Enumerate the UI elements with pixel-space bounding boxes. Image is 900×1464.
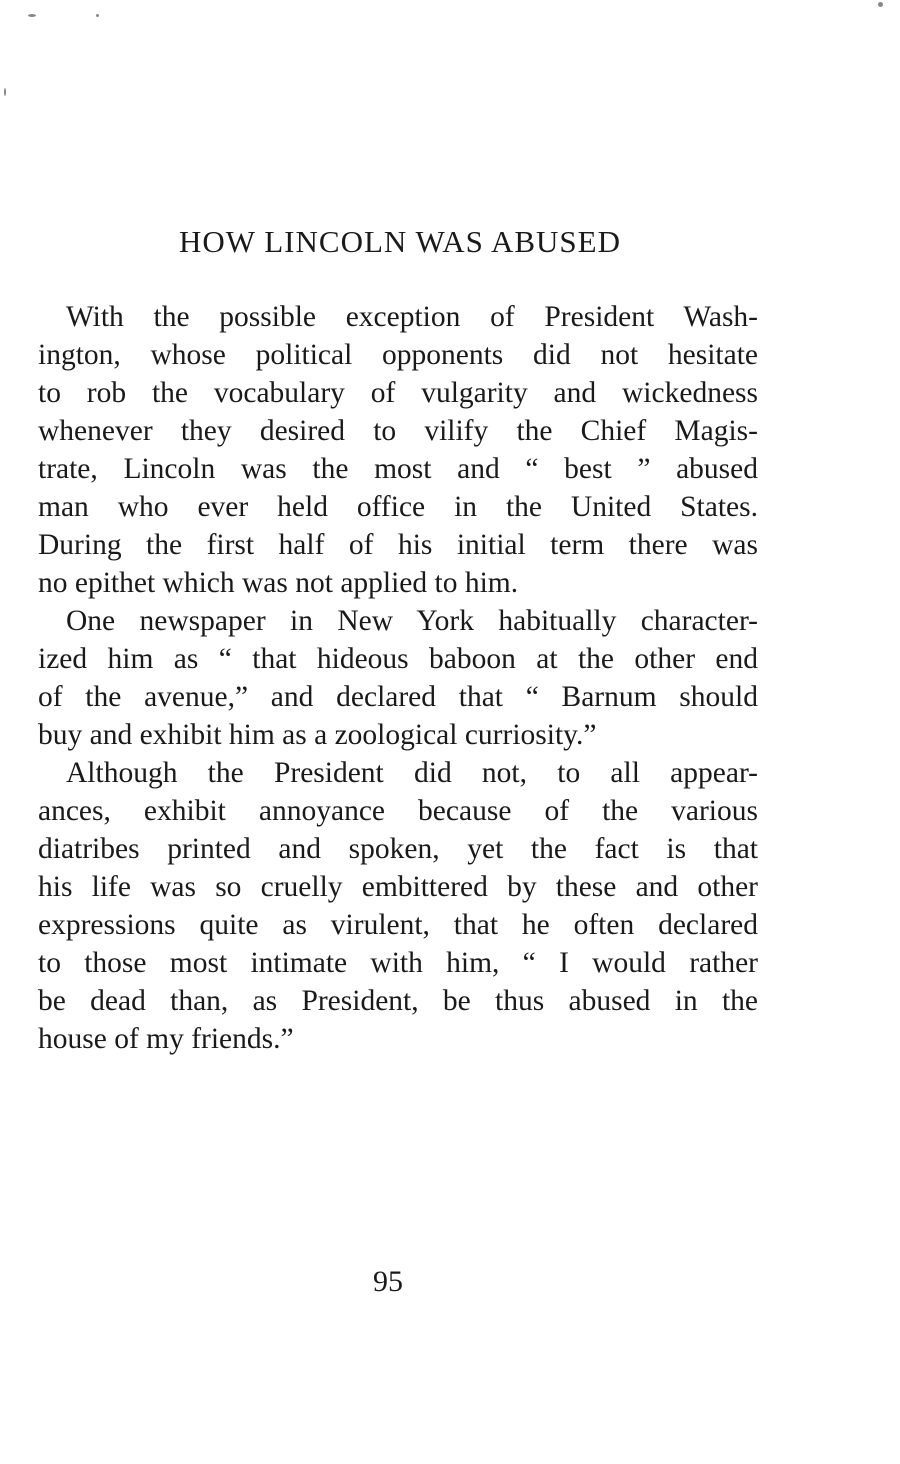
text-line: expressions quite as virulent, that he often declared (38, 909, 758, 941)
text-line: of the avenue,” and declared that “ Barnum should (38, 681, 758, 713)
text-line: no epithet which was not applied to him. (38, 567, 519, 599)
scan-speck (96, 14, 99, 17)
text-line: One newspaper in New York habitually character- (66, 605, 758, 637)
scan-speck (4, 88, 6, 96)
text-line: ized him as “ that hideous baboon at the other end (38, 643, 758, 675)
text-line: to those most intimate with him, “ I would rather (38, 947, 758, 979)
text-line: his life was so cruelly embittered by these and other (38, 871, 758, 903)
chapter-title: HOW LINCOLN WAS ABUSED (179, 224, 621, 259)
text-line: With the possible exception of President Wash- (66, 301, 758, 333)
text-line: ington, whose political opponents did not hesitate (38, 339, 758, 371)
page-number: 95 (373, 1265, 403, 1298)
text-line: be dead than, as President, be thus abused in the (38, 985, 758, 1017)
text-line: to rob the vocabulary of vulgarity and wickedness (38, 377, 758, 409)
scan-speck (878, 2, 883, 7)
text-line: trate, Lincoln was the most and “ best ” abused (38, 453, 758, 485)
text-line: house of my friends.” (38, 1023, 294, 1055)
text-line: Although the President did not, to all appear- (66, 757, 758, 789)
scan-speck (28, 14, 36, 17)
text-line: buy and exhibit him as a zoological curriosity.” (38, 719, 597, 751)
text-line: whenever they desired to vilify the Chief Magis- (38, 415, 758, 447)
text-line: During the first half of his initial term there was (38, 529, 758, 561)
text-line: man who ever held office in the United States. (38, 491, 758, 523)
text-line: diatribes printed and spoken, yet the fact is that (38, 833, 758, 865)
text-line: ances, exhibit annoyance because of the various (38, 795, 758, 827)
